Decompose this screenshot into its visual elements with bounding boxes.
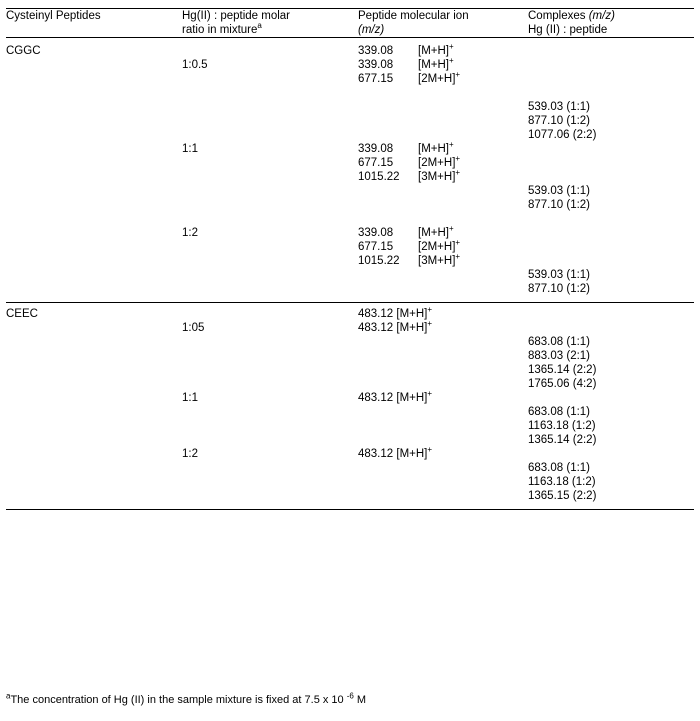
cell-complex bbox=[528, 321, 694, 335]
table-row bbox=[6, 100, 694, 114]
header-cell-complexes bbox=[528, 9, 694, 37]
cell-ratio bbox=[182, 170, 358, 184]
cell-complex bbox=[528, 86, 694, 100]
table-row bbox=[6, 198, 694, 212]
cell-ratio bbox=[182, 72, 358, 86]
table-row bbox=[6, 405, 694, 419]
cell-molecular-ion: 339.08 [M+H]+ bbox=[358, 224, 454, 239]
cell-ratio bbox=[182, 475, 358, 489]
cell-peptide bbox=[6, 184, 182, 198]
cell-peptide bbox=[6, 321, 182, 335]
cell-complex: 877.10 (1:2) bbox=[528, 115, 591, 127]
cell-complex: 539.03 (1:1) bbox=[528, 269, 591, 281]
cell-complex bbox=[528, 240, 694, 254]
table-row bbox=[6, 184, 694, 198]
cell-peptide bbox=[6, 489, 182, 503]
header-ratio-footnote-marker: a bbox=[257, 21, 262, 31]
table-row bbox=[6, 142, 694, 156]
cell-molecular-ion: 1015.22 [3M+H]+ bbox=[358, 252, 461, 267]
table-row bbox=[6, 391, 694, 405]
cell-peptide bbox=[6, 114, 182, 128]
footnote-marker: a bbox=[6, 691, 11, 701]
section-cggc bbox=[6, 44, 694, 296]
cell-ratio: 1:0.5 bbox=[182, 59, 208, 71]
table-row bbox=[6, 349, 694, 363]
section-cggc-body bbox=[6, 44, 694, 296]
table-row bbox=[6, 240, 694, 254]
table-row bbox=[6, 447, 694, 461]
cell-ratio bbox=[182, 377, 358, 391]
cell-complex: 683.08 (1:1) bbox=[528, 406, 591, 418]
cell-complex bbox=[528, 391, 694, 405]
table-row bbox=[6, 170, 694, 184]
cell-molecular-ion bbox=[358, 405, 528, 419]
table-row bbox=[6, 72, 694, 86]
cell-complex bbox=[528, 212, 694, 226]
header-cell-peptides bbox=[6, 9, 182, 37]
cell-peptide bbox=[6, 363, 182, 377]
cell-peptide bbox=[6, 142, 182, 156]
cell-peptide bbox=[6, 86, 182, 100]
cell-ratio bbox=[182, 268, 358, 282]
table-row bbox=[6, 489, 694, 503]
cell-molecular-ion bbox=[358, 349, 528, 363]
cell-peptide bbox=[6, 254, 182, 268]
results-table bbox=[6, 9, 694, 37]
cell-molecular-ion bbox=[358, 100, 528, 114]
cell-molecular-ion: 483.12 [M+H]+ bbox=[358, 305, 433, 320]
cell-molecular-ion bbox=[358, 489, 528, 503]
cell-peptide bbox=[6, 226, 182, 240]
cell-ratio bbox=[182, 335, 358, 349]
cell-ratio bbox=[182, 433, 358, 447]
cell-complex: 683.08 (1:1) bbox=[528, 462, 591, 474]
cell-ratio bbox=[182, 184, 358, 198]
cell-complex: 883.03 (2:1) bbox=[528, 350, 591, 362]
table-row bbox=[6, 58, 694, 72]
cell-ratio bbox=[182, 86, 358, 100]
header-label-ratio-line2: ratio in mixture bbox=[182, 24, 258, 36]
cell-complex bbox=[528, 44, 694, 58]
cell-complex bbox=[528, 307, 694, 321]
cell-complex bbox=[528, 58, 694, 72]
header-cell-molecular-ion bbox=[358, 9, 528, 37]
cell-ratio bbox=[182, 254, 358, 268]
cell-molecular-ion bbox=[358, 363, 528, 377]
cell-peptide bbox=[6, 128, 182, 142]
table-row bbox=[6, 254, 694, 268]
cell-molecular-ion: 483.12 [M+H]+ bbox=[358, 319, 433, 334]
cell-peptide bbox=[6, 447, 182, 461]
cell-molecular-ion bbox=[358, 475, 528, 489]
cell-ratio bbox=[182, 419, 358, 433]
cell-complex: 1765.06 (4:2) bbox=[528, 378, 597, 390]
cell-complex: 539.03 (1:1) bbox=[528, 101, 591, 113]
cell-peptide bbox=[6, 240, 182, 254]
cell-molecular-ion: 483.12 [M+H]+ bbox=[358, 389, 433, 404]
cell-complex: 1077.06 (2:2) bbox=[528, 129, 597, 141]
footnote-exponent: -6 bbox=[346, 691, 354, 701]
cell-molecular-ion bbox=[358, 461, 528, 475]
cell-peptide bbox=[6, 156, 182, 170]
table-bottom-rule bbox=[6, 509, 694, 510]
table-row bbox=[6, 156, 694, 170]
cell-complex bbox=[528, 72, 694, 86]
cell-complex: 1163.18 (1:2) bbox=[528, 420, 596, 432]
cell-ratio: 1:1 bbox=[182, 392, 198, 404]
cell-peptide bbox=[6, 349, 182, 363]
cell-peptide bbox=[6, 475, 182, 489]
cell-ratio bbox=[182, 100, 358, 114]
cell-ratio: 1:2 bbox=[182, 448, 198, 460]
cell-complex bbox=[528, 254, 694, 268]
cell-peptide bbox=[6, 58, 182, 72]
table-row bbox=[6, 268, 694, 282]
cell-molecular-ion bbox=[358, 377, 528, 391]
cell-ratio: 1:2 bbox=[182, 227, 198, 239]
table-row bbox=[6, 335, 694, 349]
cell-ratio bbox=[182, 240, 358, 254]
cell-complex bbox=[528, 447, 694, 461]
cell-molecular-ion bbox=[358, 86, 528, 100]
footnote-text: The concentration of Hg (II) in the sample mixture is fixed at 7.5 x 10 bbox=[10, 694, 347, 706]
cell-molecular-ion bbox=[358, 433, 528, 447]
cell-ratio bbox=[182, 489, 358, 503]
cell-peptide bbox=[6, 419, 182, 433]
cell-ratio bbox=[182, 212, 358, 226]
table-row bbox=[6, 114, 694, 128]
cell-ratio bbox=[182, 405, 358, 419]
cell-peptide bbox=[6, 377, 182, 391]
table-row bbox=[6, 282, 694, 296]
header-label-complexes-line1: Complexes (m/z) bbox=[528, 10, 615, 22]
table-row bbox=[6, 307, 694, 321]
cell-complex: 539.03 (1:1) bbox=[528, 185, 591, 197]
table-header-group bbox=[6, 9, 694, 37]
cell-ratio bbox=[182, 461, 358, 475]
cell-peptide bbox=[6, 268, 182, 282]
cell-ratio bbox=[182, 363, 358, 377]
cell-molecular-ion bbox=[358, 419, 528, 433]
cell-complex: 1163.18 (1:2) bbox=[528, 476, 596, 488]
cell-molecular-ion bbox=[358, 212, 528, 226]
header-label-complexes-line2: Hg (II) : peptide bbox=[528, 24, 608, 36]
cell-molecular-ion: 339.08 [M+H]+ bbox=[358, 56, 454, 71]
cell-peptide bbox=[6, 433, 182, 447]
cell-molecular-ion bbox=[358, 335, 528, 349]
table-row bbox=[6, 86, 694, 100]
cell-peptide bbox=[6, 198, 182, 212]
cell-complex bbox=[528, 170, 694, 184]
cell-molecular-ion bbox=[358, 268, 528, 282]
cell-molecular-ion bbox=[358, 114, 528, 128]
table-row bbox=[6, 321, 694, 335]
cell-molecular-ion bbox=[358, 128, 528, 142]
table-row bbox=[6, 44, 694, 58]
cell-peptide bbox=[6, 170, 182, 184]
header-label-ion-line2: (m/z) bbox=[358, 24, 385, 36]
table-footnote bbox=[6, 693, 366, 707]
cell-molecular-ion bbox=[358, 198, 528, 212]
cell-ratio bbox=[182, 114, 358, 128]
cell-complex bbox=[528, 226, 694, 240]
table-row bbox=[6, 475, 694, 489]
table-row bbox=[6, 419, 694, 433]
footnote-text-after: M bbox=[353, 694, 367, 706]
cell-molecular-ion: 677.15 [2M+H]+ bbox=[358, 70, 461, 85]
cell-ratio: 1:05 bbox=[182, 322, 205, 334]
cell-complex: 877.10 (1:2) bbox=[528, 283, 591, 295]
cell-peptide bbox=[6, 282, 182, 296]
cell-ratio bbox=[182, 156, 358, 170]
cell-peptide bbox=[6, 461, 182, 475]
cell-complex bbox=[528, 142, 694, 156]
cell-peptide bbox=[6, 391, 182, 405]
cell-ratio bbox=[182, 349, 358, 363]
table-row bbox=[6, 363, 694, 377]
cell-ratio bbox=[182, 282, 358, 296]
header-cell-ratio bbox=[182, 9, 358, 37]
cell-ratio: 1:1 bbox=[182, 143, 198, 155]
table-row bbox=[6, 433, 694, 447]
cell-molecular-ion: 483.12 [M+H]+ bbox=[358, 445, 433, 460]
cell-peptide: CEEC bbox=[6, 308, 38, 320]
cell-ratio bbox=[182, 307, 358, 321]
table-row bbox=[6, 461, 694, 475]
cell-molecular-ion: 339.08 [M+H]+ bbox=[358, 140, 454, 155]
cell-peptide bbox=[6, 72, 182, 86]
header-label-peptides: Cysteinyl Peptides bbox=[6, 10, 101, 22]
header-label-ratio-line1: Hg(II) : peptide molar bbox=[182, 10, 291, 22]
cell-molecular-ion: 677.15 [2M+H]+ bbox=[358, 154, 461, 169]
table-row bbox=[6, 226, 694, 240]
cell-peptide bbox=[6, 100, 182, 114]
cell-ratio bbox=[182, 198, 358, 212]
cell-complex: 1365.14 (2:2) bbox=[528, 364, 597, 376]
table-header-row bbox=[6, 9, 694, 37]
cell-complex: 1365.14 (2:2) bbox=[528, 434, 597, 446]
cell-molecular-ion: 677.15 [2M+H]+ bbox=[358, 238, 461, 253]
cell-molecular-ion bbox=[358, 282, 528, 296]
cell-complex: 877.10 (1:2) bbox=[528, 199, 591, 211]
section-ceec-body bbox=[6, 307, 694, 503]
table-row bbox=[6, 377, 694, 391]
cell-molecular-ion: 339.08 [M+H]+ bbox=[358, 42, 454, 57]
cell-ratio bbox=[182, 44, 358, 58]
cell-complex bbox=[528, 156, 694, 170]
cell-peptide bbox=[6, 335, 182, 349]
cell-ratio bbox=[182, 128, 358, 142]
section-ceec bbox=[6, 307, 694, 503]
cell-peptide bbox=[6, 405, 182, 419]
table-page bbox=[0, 8, 700, 721]
cell-complex: 1365.15 (2:2) bbox=[528, 490, 597, 502]
cell-molecular-ion bbox=[358, 184, 528, 198]
table-row bbox=[6, 128, 694, 142]
cell-peptide bbox=[6, 212, 182, 226]
table-row bbox=[6, 212, 694, 226]
header-label-ion-line1: Peptide molecular ion bbox=[358, 10, 469, 22]
cell-complex: 683.08 (1:1) bbox=[528, 336, 591, 348]
cell-peptide: CGGC bbox=[6, 45, 41, 57]
cell-molecular-ion: 1015.22 [3M+H]+ bbox=[358, 168, 461, 183]
